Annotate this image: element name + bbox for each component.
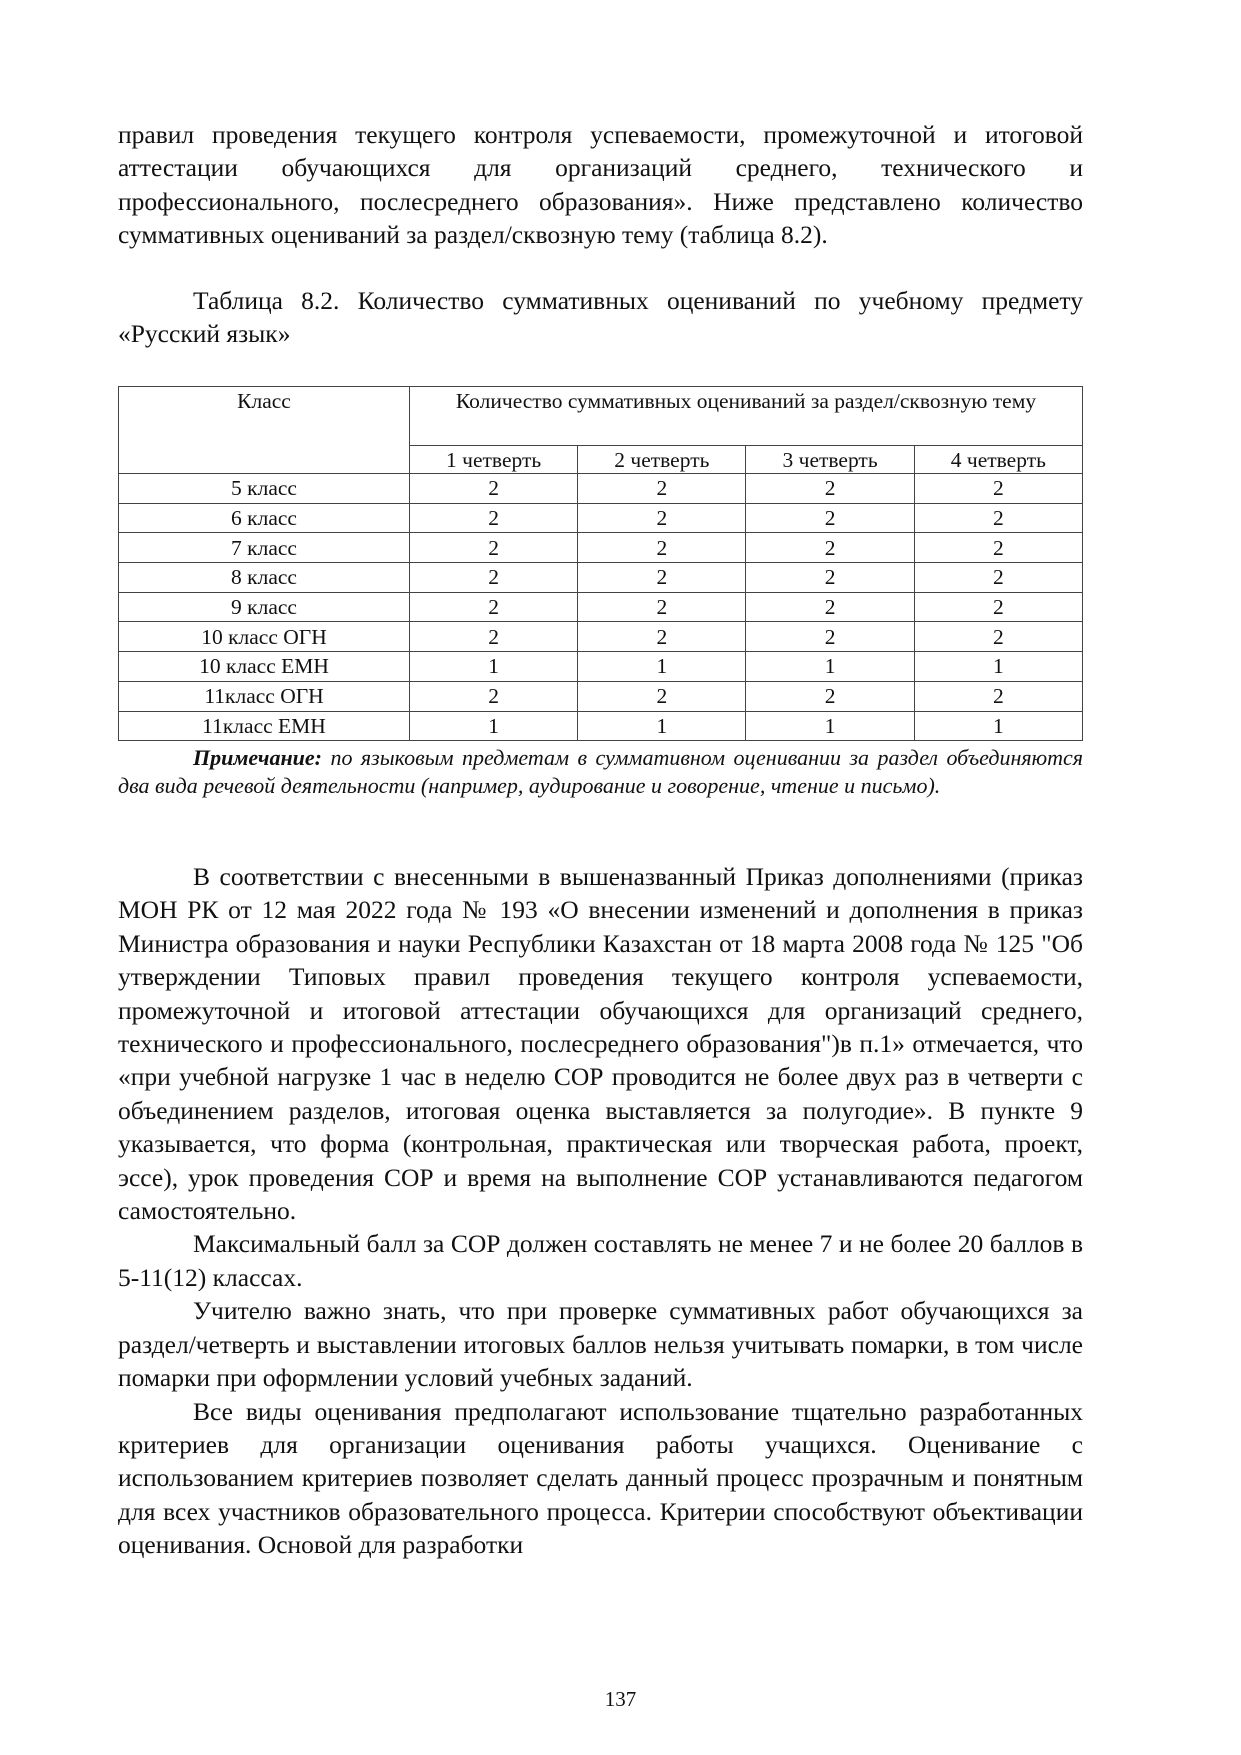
table-row [119,711,1083,741]
class-cell: 7 класс [119,533,410,563]
value-cell: 2 [410,503,578,533]
value-cell: 1 [578,652,746,682]
intro-paragraph: правил проведения текущего контроля успеваемости, промежуточной и итоговой аттестации обучающихся для организаций среднего, технического и профессионального, послесреднего образования». Ниже представлено количество суммативных оцениваний за раздел/сквозную тему (таблица 8.2). [118,120,1083,250]
value-cell: 2 [914,592,1082,622]
table-note [118,744,1083,800]
table-row [119,592,1083,622]
value-cell: 2 [914,503,1082,533]
class-cell: 6 класс [119,503,410,533]
table-row [119,681,1083,711]
class-cell: 10 класс ЕМН [119,652,410,682]
value-cell: 2 [410,681,578,711]
value-cell: 2 [746,563,914,593]
class-cell: 8 класс [119,563,410,593]
header-quarter-2: 2 четверть [578,446,746,474]
table-row [119,533,1083,563]
value-cell: 2 [746,533,914,563]
value-cell: 2 [578,563,746,593]
header-quarter-3: 3 четверть [746,446,914,474]
class-cell: 11класс ОГН [119,681,410,711]
table-body [119,474,1083,741]
value-cell: 2 [914,622,1082,652]
paragraph: Учителю важно знать, что при проверке суммативных работ обучающихся за раздел/четверть и выставлении итоговых баллов нельзя учитывать помарки, в том числе помарки при оформлении условий учебных заданий. [118,1296,1083,1393]
class-cell: 5 класс [119,474,410,504]
value-cell: 2 [746,622,914,652]
table-header-row [119,387,1083,446]
table-row [119,652,1083,682]
note-label: Примечание: [193,745,322,770]
paragraph: В соответствии с внесенными в вышеназванный Приказ дополнениями (приказ МОН РК от 12 мая 2022 года № 193 «О внесении изменений и дополнения в приказ Министра образования и науки Республики Казахстан от 18 марта 2008 года № 125 "Об утверждении Типовых правил проведения текущего контроля успеваемости, промежуточной и итоговой аттестации обучающихся для организаций среднего, технического и профессионального, послесреднего образования")в п.1» отмечается, что «при учебной нагрузке 1 час в неделю СОР проводится не более двух раз в четверти с объединением разделов, итоговая оценка выставляется за полугодие». В пункте 9 указывается, что форма (контрольная, практическая или творческая работа, проект, эссе), урок проведения СОР и время на выполнение СОР устанавливаются педагогом самостоятельно. [118,862,1083,1226]
value-cell: 1 [746,652,914,682]
class-cell: 9 класс [119,592,410,622]
note-text: по языковым предметам в суммативном оценивании за раздел объединяются два вида речевой деятельности (например, аудирование и говорение, чтение и письмо). [118,745,1083,798]
value-cell: 2 [914,533,1082,563]
value-cell: 2 [578,503,746,533]
table-row [119,563,1083,593]
intro-block [118,118,1083,252]
header-class: Класс [119,387,410,474]
value-cell: 2 [746,503,914,533]
value-cell: 2 [578,592,746,622]
body-text [118,860,1083,1562]
paragraph: Максимальный балл за СОР должен составлять не менее 7 и не более 20 баллов в 5-11(12) классах. [118,1229,1083,1292]
value-cell: 1 [578,711,746,741]
value-cell: 2 [578,681,746,711]
value-cell: 2 [578,474,746,504]
value-cell: 2 [578,622,746,652]
page-number: 137 [604,1687,637,1711]
value-cell: 1 [410,711,578,741]
paragraph: Все виды оценивания предполагают использование тщательно разработанных критериев для организации оценивания работы учащихся. Оценивание с использованием критериев позволяет сделать данный процесс прозрачным и понятным для всех участников образовательного процесса. Критерии способствуют объективации оценивания. Основой для разработки [118,1396,1083,1560]
value-cell: 1 [914,652,1082,682]
class-cell: 11класс ЕМН [119,711,410,741]
value-cell: 2 [914,563,1082,593]
value-cell: 2 [746,474,914,504]
value-cell: 2 [578,533,746,563]
value-cell: 1 [410,652,578,682]
table-row [119,622,1083,652]
assessment-table [118,386,1083,741]
value-cell: 2 [410,474,578,504]
value-cell: 2 [914,474,1082,504]
table-caption: Таблица 8.2. Количество суммативных оцениваний по учебному предмету «Русский язык» [118,286,1083,349]
table-row [119,474,1083,504]
value-cell: 1 [914,711,1082,741]
header-quarter-1: 1 четверть [410,446,578,474]
value-cell: 2 [410,563,578,593]
value-cell: 2 [410,533,578,563]
header-group: Количество суммативных оцениваний за раздел/сквозную тему [410,387,1083,446]
table-row [119,503,1083,533]
value-cell: 1 [746,711,914,741]
value-cell: 2 [746,681,914,711]
value-cell: 2 [410,622,578,652]
value-cell: 2 [914,681,1082,711]
class-cell: 10 класс ОГН [119,622,410,652]
value-cell: 2 [746,592,914,622]
header-quarter-4: 4 четверть [914,446,1082,474]
value-cell: 2 [410,592,578,622]
